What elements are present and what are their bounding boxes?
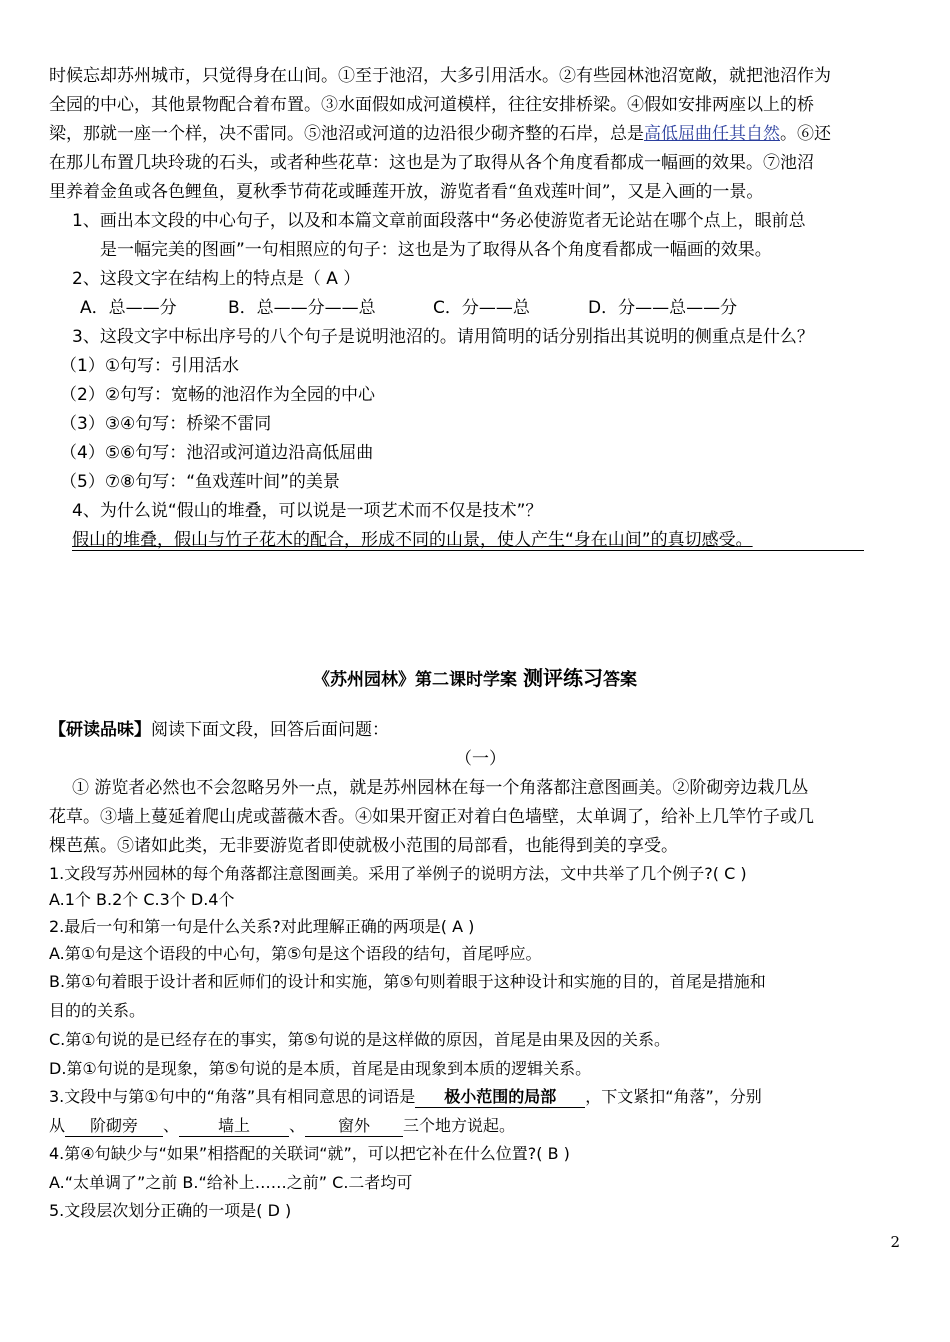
passage-line-3-end: 。⑥还 bbox=[780, 124, 831, 144]
reading-line-3: 棵芭蕉。⑤诸如此类，无非要游览者即使就极小范围的局部看，也能得到美的享受。 bbox=[49, 836, 678, 856]
question-2-option-a: A．总——分 bbox=[80, 298, 177, 318]
exercise-4-options: A.“太单调了”之前 B.“给补上……之前” C.二者均可 bbox=[49, 1173, 413, 1192]
part-label: （一） bbox=[455, 749, 506, 769]
question-2: 2、这段文字在结构上的特点是（ A ） bbox=[72, 269, 361, 289]
exercise-3-blank-3: 窗外 bbox=[305, 1116, 403, 1137]
exercise-2-option-c: C.第①句说的是已经存在的事实，第⑤句说的是这样做的原因，首尾是由果及因的关系。 bbox=[49, 1030, 670, 1049]
exercise-3-blank-1: 阶砌旁 bbox=[65, 1116, 163, 1137]
section-title-emphasis: 测评练习 bbox=[522, 666, 603, 690]
question-4-answer: 假山的堆叠，假山与竹子花木的配合，形成不同的山景，使人产生“身在山间”的真切感受。 bbox=[72, 530, 753, 550]
question-1-line-1: 1、画出本文段的中心句子，以及和本篇文章前面段落中“务必使游览者无论站在哪个点上，眼前总 bbox=[72, 211, 806, 231]
exercise-3-line-2-suffix: 三个地方说起。 bbox=[403, 1116, 516, 1135]
highlighted-phrase-link[interactable]: 高低屈曲任其自然 bbox=[644, 124, 780, 144]
question-3-answer-1: （1）①句写：引用活水 bbox=[60, 356, 240, 376]
intro-tag: 【研读品味】 bbox=[49, 720, 151, 740]
exercise-1-options: A.1个 B.2个 C.3个 D.4个 bbox=[49, 890, 235, 909]
reading-line-1: ① 游览者必然也不会忽略另外一点，就是苏州园林在每一个角落都注意图画美。②阶砌旁边栽几丛 bbox=[72, 778, 809, 798]
exercise-3-from: 从 bbox=[49, 1116, 66, 1135]
exercise-4: 4.第④句缺少与“如果”相搭配的关联词“就”，可以把它补在什么位置?( B ) bbox=[49, 1144, 570, 1163]
exercise-3-line-2 bbox=[49, 1114, 515, 1138]
exercise-3-sep-1: 、 bbox=[163, 1116, 180, 1135]
exercise-3-answer-blank: 极小范围的局部 bbox=[415, 1087, 585, 1108]
exercise-3-line-1 bbox=[49, 1085, 762, 1109]
question-1-line-2: 是一幅完美的图画”一句相照应的句子：这也是为了取得从各个角度看都成一幅画的效果。 bbox=[100, 240, 772, 260]
passage-line-5: 里养着金鱼或各色鲤鱼，夏秋季节荷花或睡莲开放，游览者看“鱼戏莲叶间”，又是入画的一景。 bbox=[49, 182, 764, 202]
page-number: 2 bbox=[890, 1233, 900, 1251]
section-title-suffix: 答案 bbox=[602, 670, 637, 690]
exercise-2-option-b-line-1: B.第①句着眼于设计者和匠师们的设计和实施，第⑤句则着眼于这种设计和实施的目的，首尾是措施和 bbox=[49, 972, 766, 991]
reading-line-2: 花草。③墙上蔓延着爬山虎或蔷薇木香。④如果开窗正对着白色墙壁，太单调了，给补上几竿竹子或几 bbox=[49, 807, 814, 827]
question-3-answer-3: （3）③④句写：桥梁不雷同 bbox=[60, 414, 272, 434]
question-4: 4、为什么说“假山的堆叠，可以说是一项艺术而不仅是技术”？ bbox=[72, 501, 543, 521]
exercise-3-prefix: 3.文段中与第①句中的“角落”具有相同意思的词语是 bbox=[49, 1087, 416, 1106]
question-3: 3、这段文字中标出序号的八个句子是说明池沼的。请用简明的话分别指出其说明的侧重点是什么？ bbox=[72, 327, 814, 347]
passage-line-3-start: 梁，那就一座一个样，决不雷同。⑤池沼或河道的边沿很少砌齐整的石岸，总是 bbox=[49, 124, 644, 144]
question-3-answer-5: （5）⑦⑧句写：“鱼戏莲叶间”的美景 bbox=[60, 472, 340, 492]
section-title-prefix: 《苏州园林》第二课时学案 bbox=[313, 670, 523, 690]
exercise-2-option-b-line-2: 目的的关系。 bbox=[49, 1001, 146, 1020]
passage-line-1: 时候忘却苏州城市，只觉得身在山间。①至于池沼，大多引用活水。②有些园林池沼宽敞，就把池沼作为 bbox=[49, 66, 831, 86]
section-title bbox=[0, 662, 950, 691]
intro-text: 阅读下面文段，回答后面问题： bbox=[151, 720, 389, 740]
exercise-2-option-a: A.第①句是这个语段的中心句，第⑤句是这个语段的结句，首尾呼应。 bbox=[49, 944, 542, 963]
exercise-2: 2.最后一句和第一句是什么关系?对此理解正确的两项是( A ) bbox=[49, 917, 475, 936]
question-2-option-d: D．分——总——分 bbox=[588, 298, 738, 318]
exercise-5: 5.文段层次划分正确的一项是( D ) bbox=[49, 1201, 292, 1220]
exercise-3-sep-2: 、 bbox=[289, 1116, 306, 1135]
exercise-2-option-d: D.第①句说的是现象，第⑤句说的是本质，首尾是由现象到本质的逻辑关系。 bbox=[49, 1059, 592, 1078]
question-2-option-b: B．总——分——总 bbox=[228, 298, 376, 318]
exercise-1: 1.文段写苏州园林的每个角落都注意图画美。采用了举例子的说明方法，文中共举了几个例子?( C ) bbox=[49, 864, 747, 883]
passage-line-4: 在那儿布置几块玲珑的石头，或者种些花草：这也是为了取得从各个角度看都成一幅画的效果。⑦池沼 bbox=[49, 153, 814, 173]
passage-line-2: 全园的中心，其他景物配合着布置。③水面假如成河道模样，往往安排桥梁。④假如安排两座以上的桥 bbox=[49, 95, 814, 115]
question-3-answer-2: （2）②句写：宽畅的池沼作为全园的中心 bbox=[60, 385, 376, 405]
passage-line-3 bbox=[49, 122, 831, 146]
exercise-3-blank-2: 墙上 bbox=[179, 1116, 289, 1137]
question-3-answer-4: （4）⑤⑥句写：池沼或河道边沿高低屈曲 bbox=[60, 443, 374, 463]
exercise-3-suffix: ，下文紧扣“角落”，分别 bbox=[585, 1087, 762, 1106]
question-2-option-c: C．分——总 bbox=[433, 298, 530, 318]
intro-line bbox=[49, 718, 389, 742]
answer-underline bbox=[72, 550, 864, 551]
